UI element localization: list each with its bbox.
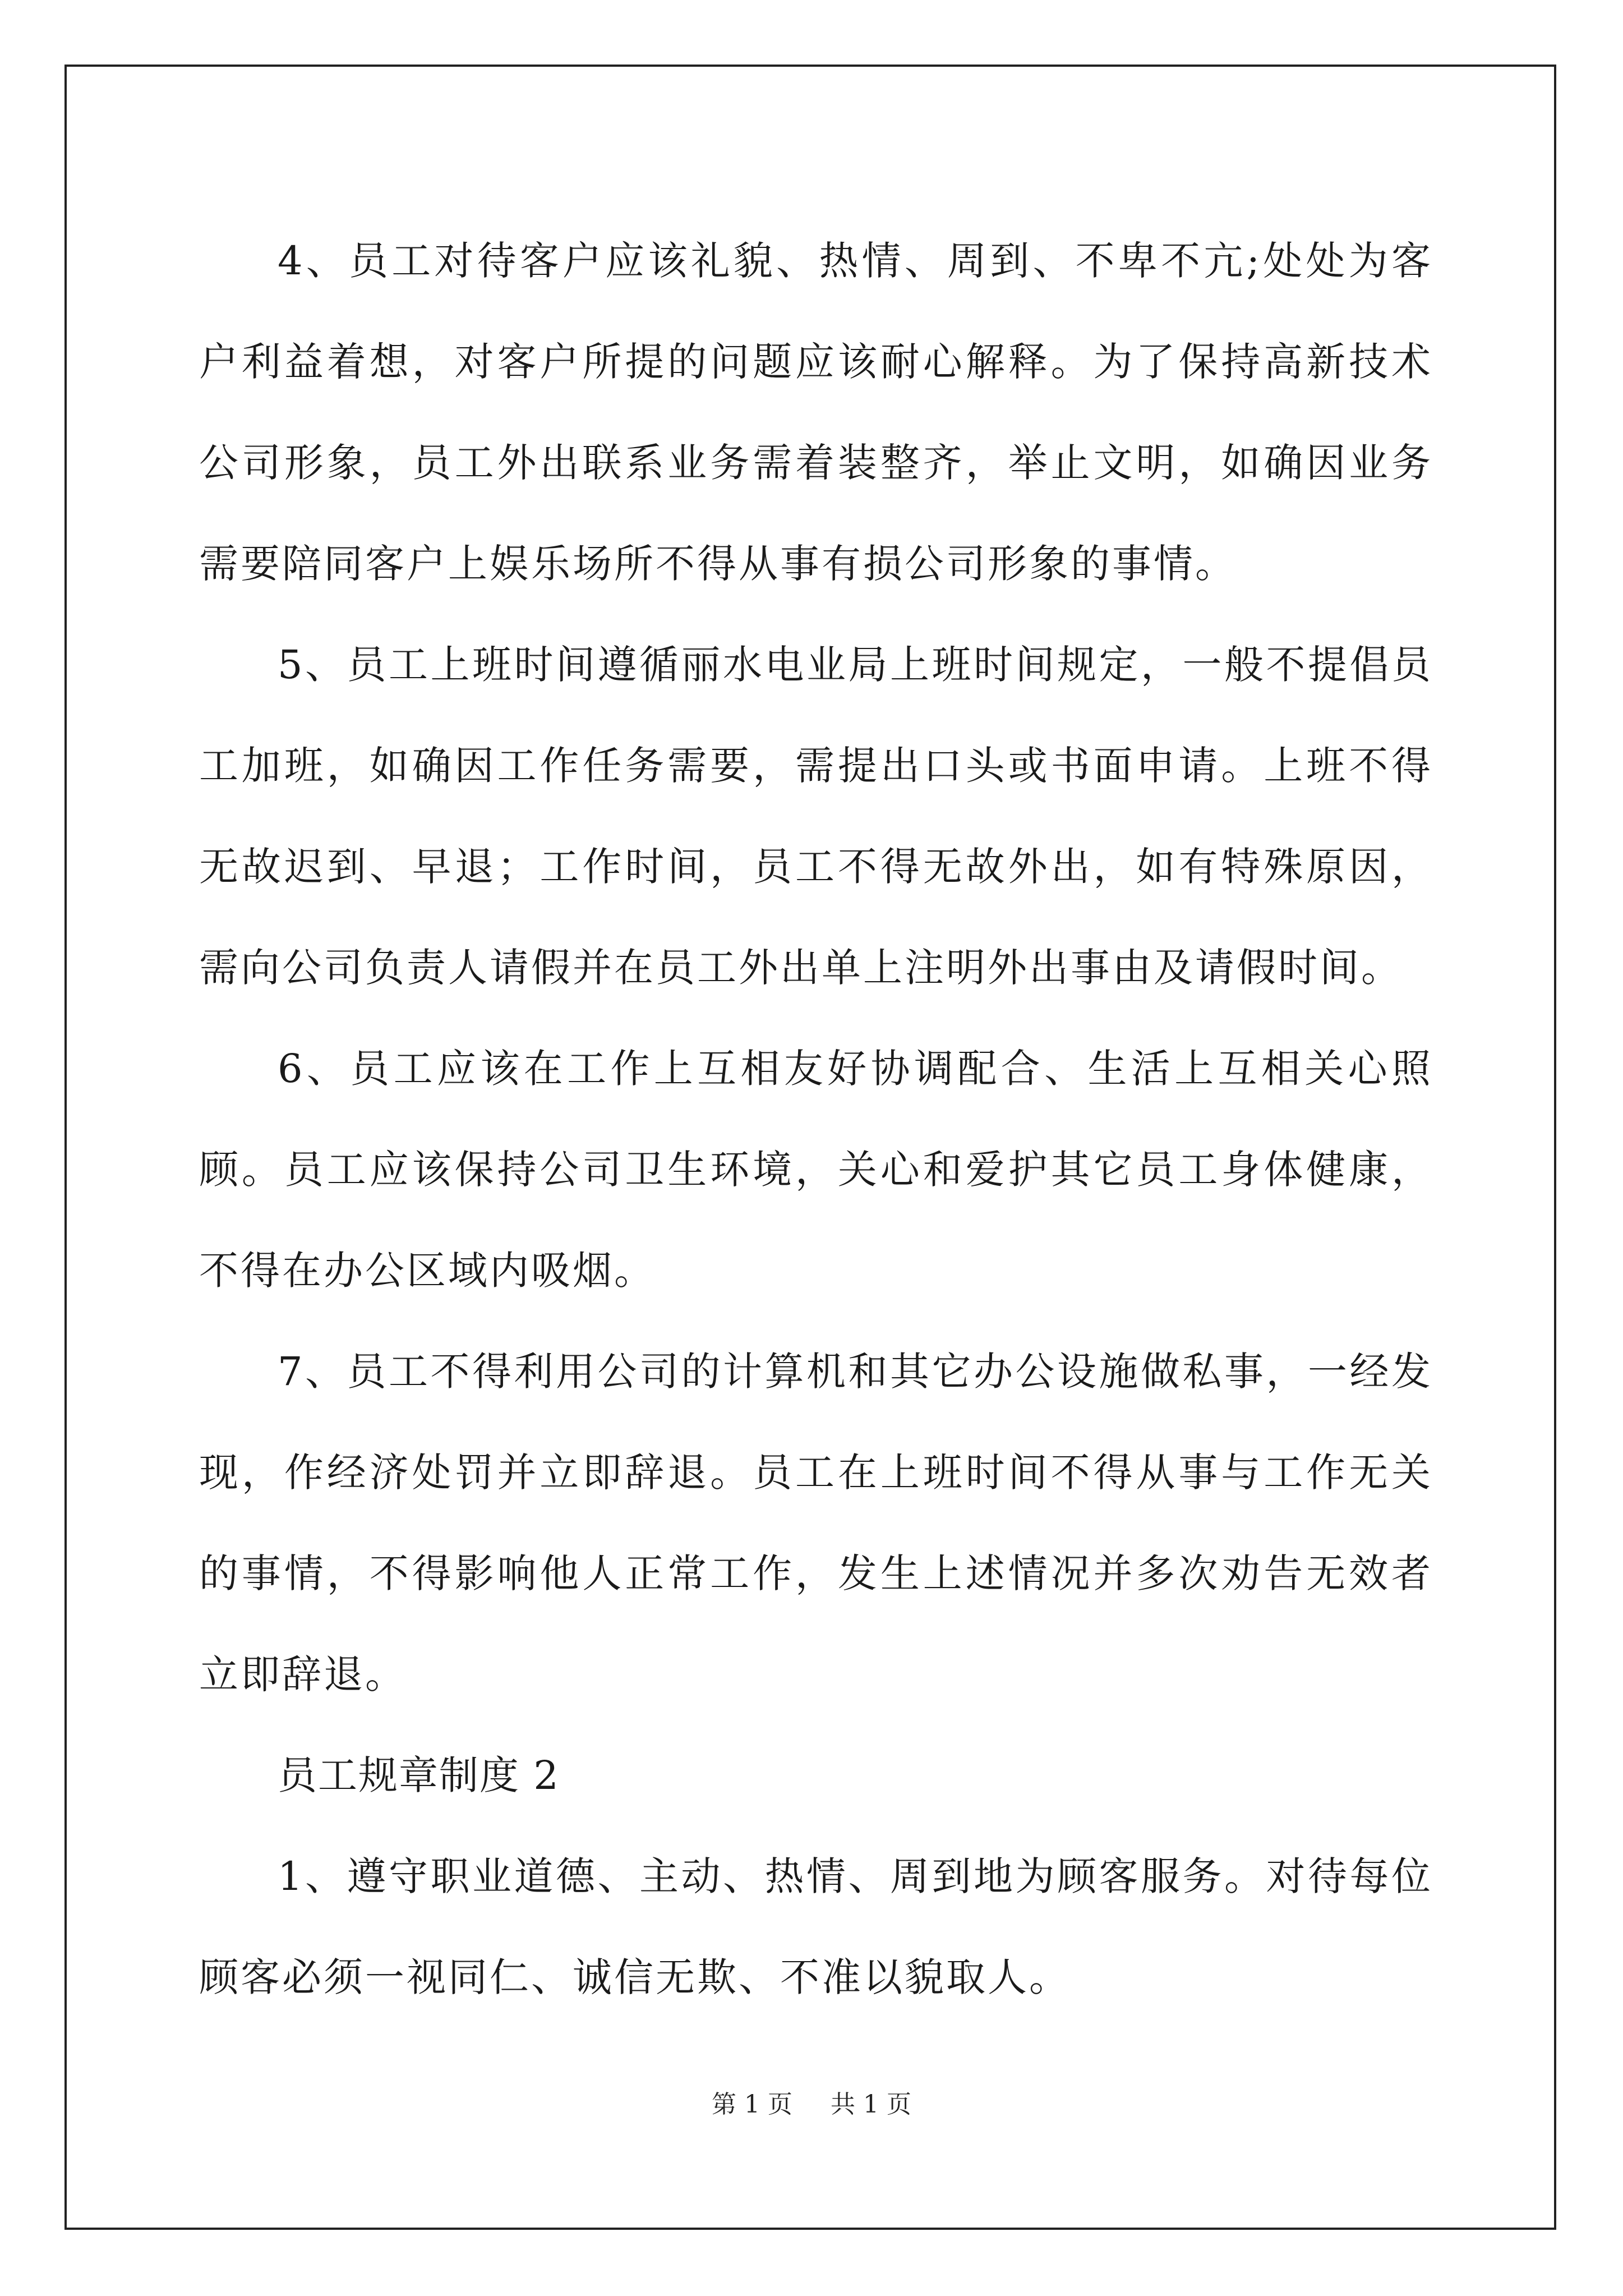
page-number-current: 第 1 页: [712, 2090, 792, 2119]
paragraph-item-4: 4、员工对待客户应该礼貌、热情、周到、不卑不亢;处处为客户利益着想，对客户所提的问题应该耐心解释。为了保持高新技术公司形象，员工外出联系业务需着装整齐，举止文明，如确因业务需要陪同客户上娱乐场所不得从事有损公司形象的事情。: [199, 238, 1433, 587]
paragraph-item-5: 5、员工上班时间遵循丽水电业局上班时间规定，一般不提倡员工加班，如确因工作任务需要，需提出口头或书面申请。上班不得无故迟到、早退；工作时间，员工不得无故外出，如有特殊原因，需向公司负责人请假并在员工外出单上注明外出事由及请假时间。: [199, 642, 1433, 991]
paragraph-item-1: 1、遵守职业道德、主动、热情、周到地为顾客服务。对待每位顾客必须一视同仁、诚信无欺、不准以貌取人。: [199, 1853, 1433, 2000]
paragraph-item-6: 6、员工应该在工作上互相友好协调配合、生活上互相关心照顾。员工应该保持公司卫生环境，关心和爱护其它员工身体健康，不得在办公区域内吸烟。: [199, 1046, 1433, 1294]
page-footer: [0, 2084, 1623, 2120]
paragraph-item-7: 7、员工不得利用公司的计算机和其它办公设施做私事，一经发现，作经济处罚并立即辞退。员工在上班时间不得从事与工作无关的事情，不得影响他人正常工作，发生上述情况并多次劝告无效者立即辞退。: [199, 1349, 1433, 1697]
section-heading: 员工规章制度 2: [278, 1752, 560, 1798]
document-body: [199, 210, 1433, 2028]
page-number-total: 共 1 页: [831, 2090, 911, 2119]
